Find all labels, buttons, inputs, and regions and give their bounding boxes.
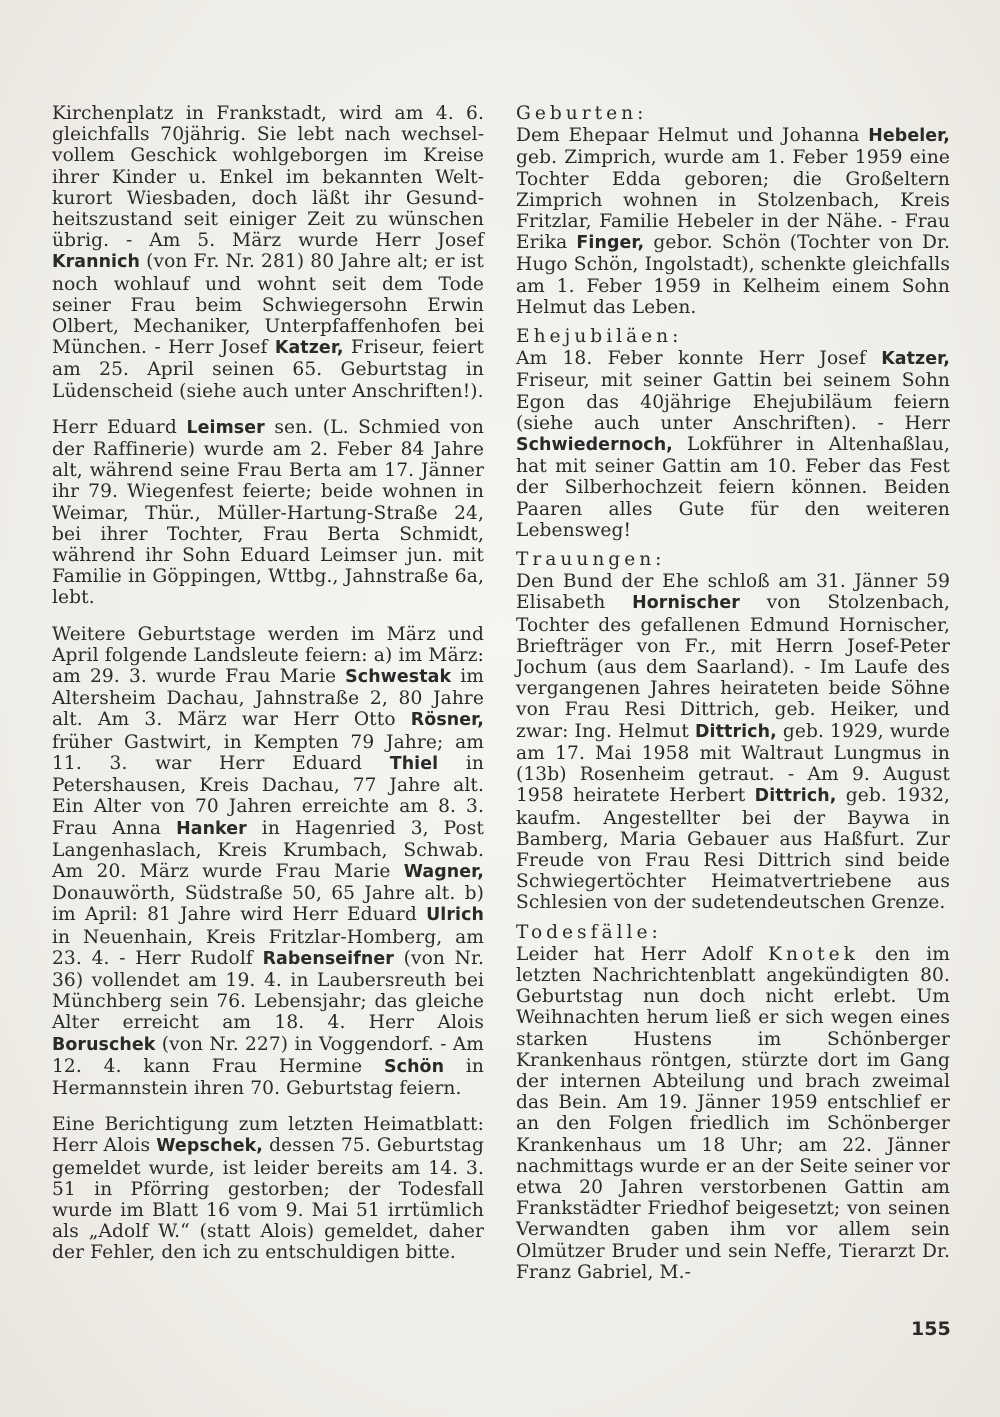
text-run: geb. Zimprich, wurde am 1. Feber 1959 eine Tochter Edda geboren; die Großeltern Zimprich wohnen in Stolzenbach, Kreis Fritzlar, Familie Hebeler in der Nähe. - Frau Erika (516, 147, 950, 254)
right-column (516, 103, 950, 1291)
text-run: den im letzten Nachrichtenblatt angekündigten 80. Geburtstag nun doch nicht erlebt. Um Weihnachten herum ließ er sich wegen eines starken Hustens im Schönberger Krankenhaus röntgen, stürzte dort im Gang der internen Abteilung und brach zweimal das Bein. Am 19. Jänner 1959 entschlief er an den Folgen friedlich im Schönberger Krankenhaus um 18 Uhr; am 22. Jänner nachmittags wurde er an der Seite seiner vor etwa 20 Jahren verstorbenen Gattin am Frankstädter Friedhof beigesetzt; von seinen Verwandten gaben ihm vor allem sein Olmützer Bruder und sein Neffe, Tierarzt Dr. Franz Gabriel, M.- (516, 943, 950, 1283)
text-run: Am 18. Feber konnte Herr Josef (516, 348, 882, 370)
paragraph-further-birthdays (52, 624, 484, 1099)
text-run: früher Gastwirt, in Kempten 79 Jahre; am 11. 3. war Herr Eduard (52, 731, 484, 774)
text-run: gebor. Schön (Tochter von Dr. Hugo Schön, Ingolstadt), schenkte gleichfalls am 1. Feber 1959 in Kelheim einem Sohn Helmut das Leben. (516, 232, 950, 318)
paragraph-geburten (516, 125, 950, 318)
name-highlight: Wagner, (403, 861, 484, 882)
text-run: (von Fr. Nr. 281) 80 Jahre alt; er ist noch wohlauf und wohnt seit dem Tode seiner Frau beim Schwiegersohn Erwin Olbert, Mechaniker, Unterpfaffenhofen bei München. - Herr Josef (52, 251, 484, 359)
text-run: von Stolzenbach, Tochter des gefallenen Edmund Hornischer, Briefträger von Fr., mit Herrn Josef-Peter Jochum (aus dem Saarland). - Im Laufe des vergangenen Jahres heirateten beide Söhne von Frau Resi Dittrich, geb. Heiker, und zwar: Ing. Helmut (516, 592, 951, 742)
name-highlight: Hebeler, (868, 126, 950, 147)
text-run: in Petershausen, Kreis Dachau, 77 Jahre alt. Ein Alter von 70 Jahren erreichte am 8. 3. Frau Anna (52, 752, 485, 839)
name-highlight: Boruschek (52, 1034, 156, 1055)
text-run: geb. 1932, kaufm. Angestellter bei der Baywa in Bamberg, Maria Gebauer aus Haßfurt. Zur Freude von Frau Resi Dittrich sind beide Schwiegertöchter Heimatvertriebene aus Schlesien von der sudetendeutschen Grenze. (516, 785, 951, 914)
name-highlight: Krannich (52, 252, 140, 273)
name-highlight: Thiel (389, 753, 439, 774)
section-heading-trauungen: Trauungen: (516, 549, 666, 571)
text-run: Friseur, mit seiner Gattin bei seinem Sohn Egon das 40jährige Ehejubiläum feiern (siehe auch unter Anschriften). - Herr (516, 370, 950, 434)
name-highlight: Schwestak (345, 667, 452, 688)
paragraph-ehejubilaeen (516, 348, 950, 541)
text-run: in Hermannstein ihren 70. Geburtstag feiern. (52, 1055, 484, 1099)
name-highlight: Dittrich, (695, 721, 777, 742)
paragraph-correction (52, 1114, 484, 1263)
text-run: Weitere Geburtstage werden im März und April folgende Landsleute feiern: a) im März: am 29. 3. wurde Frau Marie (52, 623, 484, 688)
name-spaced: Knotek (768, 943, 859, 965)
text-run: Eine Berichtigung zum letzten Heimatblatt: Herr Alois (52, 1114, 484, 1157)
text-run: Lokführer in Altenhaßlau, hat mit seiner Gattin am 10. Feber das Fest der Silberhochzeit feiern können. Beiden Paaren alles Gute für den weiteren Lebensweg! (516, 434, 950, 541)
text-run: Leider hat Herr Adolf (516, 943, 769, 965)
paragraph-todesfaelle (516, 944, 950, 1283)
name-highlight: Ulrich (426, 905, 484, 926)
left-column (52, 103, 484, 1279)
name-highlight: Katzer, (881, 349, 950, 370)
text-run: dessen 75. Geburtstag gemeldet wurde, ist leider bereits am 14. 3. 51 in Pförring gestorben; der Todesfall wurde im Blatt 16 vom 9. Mai 51 irrtümlich als „Adolf W.“ (statt Alois) gemeldet, daher der Fehler, den ich zu entschuldigen bitte. (52, 1135, 484, 1264)
text-run: Friseur, feiert am 25. April seinen 65. Geburtstag in Lüdenscheid (siehe auch unter Anschriften!). (52, 337, 484, 402)
text-run: geb. 1929, wurde am 17. Mai 1958 mit Waltraut Lungmus in (13b) Rosenheim getraut. - Am 9. August 1958 heiratete Herbert (516, 720, 950, 807)
name-highlight: Schwiedernoch, (516, 435, 673, 456)
text-run: in Hagenried 3, Post Langenhaslach, Kreis Krumbach, Schwab. Am 20. März wurde Frau Marie (52, 817, 484, 882)
name-highlight: Rabenseifner (262, 948, 394, 969)
text-run: Dem Ehepaar Helmut und Johanna (516, 125, 869, 147)
name-highlight: Hornischer (632, 593, 740, 614)
section-heading-geburten: Geburten: (516, 103, 648, 124)
name-highlight: Wepschek, (156, 1136, 263, 1157)
text-run: (von Nr. 227) in Voggendorf. - Am 12. 4. kann Frau Hermine (52, 1033, 484, 1077)
text-run: im Altersheim Dachau, Jahnstraße 2, 80 Jahre alt. Am 3. März war Herr Otto (52, 666, 484, 731)
text-run: Den Bund der Ehe schloß am 31. Jänner 59 Elisabeth (516, 571, 950, 614)
name-highlight: Finger, (576, 233, 645, 254)
paragraph-trauungen (516, 571, 950, 913)
text-run: in Neuenhain, Kreis Fritzlar-Homberg, am 23. 4. - Herr Rudolf (52, 926, 484, 969)
name-highlight: Dittrich, (754, 786, 837, 807)
name-highlight: Schön (384, 1056, 445, 1077)
name-highlight: Leimser (186, 417, 265, 438)
text-run: Donauwörth, Südstraße 50, 65 Jahre alt. b) im April: 81 Jahre wird Herr Eduard (52, 883, 484, 926)
text-run: Kirchenplatz in Frankstadt, wird am 4. 6. gleichfalls 70jährig. Sie lebt nach wechselvollem Geschick wohlgeborgen im Kreise ihrer Kinder u. Enkel im bekannten Weltkurort Wiesbaden, doch läßt ihr Gesundheitszustand seit einiger Zeit zu wünschen übrig. - Am 5. März wurde Herr Josef (52, 103, 484, 252)
paragraph-leimser (52, 417, 484, 609)
section-heading-todesfaelle: Todesfälle: (516, 921, 662, 943)
name-highlight: Katzer, (274, 338, 344, 359)
section-heading-ehejubilaeen: Ehejubiläen: (516, 326, 683, 348)
page-number: 155 (911, 1318, 951, 1340)
name-highlight: Rösner, (410, 710, 484, 731)
text-run: (von Nr. 36) vollendet am 19. 4. in Laubersreuth bei Münchberg sein 76. Lebensjahr; das gleiche Alter erreicht am 18. 4. Herr Alois (52, 947, 484, 1034)
text-run: sen. (L. Schmied von der Raffinerie) wurde am 2. Feber 84 Jahre alt, während seine Frau Berta am 17. Jänner ihr 79. Wiegenfest feierte; beide wohnen in Weimar, Thür., Müller-Hartung-Straße 24, bei ihrer Tochter, Frau Berta Schmidt, während ihr Sohn Eduard Leimser jun. mit Familie in Göppingen, Wttbg., Jahnstraße 6a, lebt. (52, 416, 484, 609)
paragraph-birthdays-part1 (52, 103, 484, 402)
text-run: Herr Eduard (52, 416, 187, 438)
name-highlight: Hanker (176, 818, 247, 839)
